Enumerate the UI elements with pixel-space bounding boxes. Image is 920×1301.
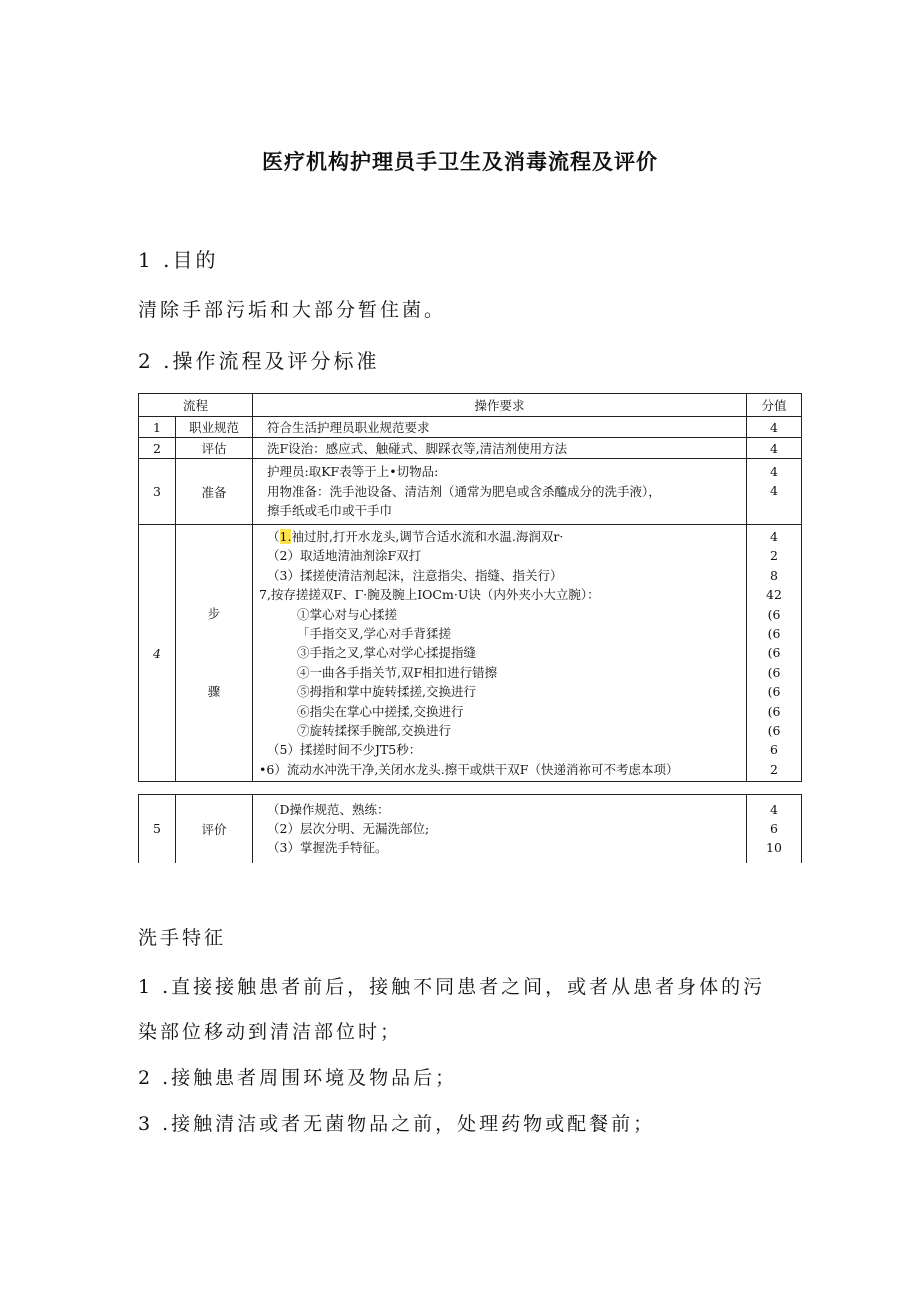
score-value: 4	[770, 464, 778, 479]
score-value: (6	[767, 664, 781, 680]
score-value: 10	[766, 840, 782, 856]
score-value: (6	[767, 626, 781, 642]
row-requirement	[253, 525, 747, 782]
section-2-heading: 2 .操作流程及评分标准	[138, 349, 380, 373]
score-value: 4	[770, 483, 778, 499]
score-value: (6	[767, 703, 781, 719]
requirement-line: 7,按存搓搓双F、Γ·腕及腕上IOCm·U诀（内外夹小大立腕）：	[259, 587, 600, 603]
row-step	[176, 525, 253, 782]
row-score	[747, 525, 802, 782]
row-number: 5	[139, 795, 176, 863]
requirement-line: •6）流动水冲洗干净,关闭水龙头.擦干或烘干双F（快递消祢可不考虑本项）	[259, 761, 679, 777]
score-value: 6	[770, 821, 778, 837]
row-number: 2	[139, 438, 176, 459]
row-requirement	[253, 459, 747, 525]
requirement-line: 护理员:取KF表等于上•切物品:	[267, 464, 439, 480]
section-3-item: 3 .接触清洁或者无菌物品之前，处理药物或配餐前；	[138, 1113, 656, 1135]
procedure-table	[138, 393, 802, 782]
row-requirement	[253, 795, 747, 863]
table-row	[139, 795, 802, 863]
score-value: 8	[770, 567, 778, 583]
row-requirement: 符合生活护理员职业规范要求	[253, 417, 747, 438]
row-number: 4	[139, 525, 176, 782]
section-1-heading: 1 .目的	[138, 248, 219, 272]
section-3-item: 染部位移动到清洁部位时；	[138, 1021, 403, 1043]
table-row	[139, 438, 802, 459]
header-requirement: 操作要求	[253, 394, 747, 417]
requirement-subline: ③手指之叉,掌心对学心揉提指缝	[297, 645, 476, 661]
row-step: 职业规范	[176, 417, 253, 438]
requirement-line: （1.袖过肘,打开水龙头,调节合适水流和水温.海润双r·	[267, 529, 564, 544]
requirement-subline: ①掌心对与心揉搓	[297, 606, 398, 622]
table-row	[139, 525, 802, 782]
score-value: 2	[770, 548, 778, 564]
requirement-line: （5）揉搓时间不少JT5秒：	[267, 742, 422, 758]
row-score	[747, 459, 802, 525]
section-3-item: 1 .直接接触患者前后，接触不同患者之间，或者从患者身体的污	[138, 976, 766, 998]
section-1-body: 清除手部污垢和大部分暂住菌。	[138, 299, 447, 321]
score-value: (6	[767, 606, 781, 622]
requirement-subline: 「手指交叉,学心对手背猱搓	[297, 626, 451, 642]
row-score	[747, 795, 802, 863]
score-value: (6	[767, 684, 781, 700]
score-value: (6	[767, 723, 781, 739]
requirement-line: 用物准备：洗手池设备、清洁剂（通常为肥皂或含杀醯成分的洗手液），	[267, 483, 661, 499]
score-value: 4	[770, 529, 778, 544]
requirement-line: （D操作规范、熟练：	[267, 801, 390, 817]
row-step: 准备	[176, 459, 253, 525]
row-step: 评价	[176, 795, 253, 863]
score-value: 4	[770, 801, 778, 817]
requirement-line: （3）掌握洗手特征。	[267, 840, 388, 856]
table-header-row	[139, 394, 802, 417]
document-title: 医疗机构护理员手卫生及消毒流程及评价	[262, 149, 658, 174]
table-row	[139, 459, 802, 525]
step-char: 骤	[207, 684, 221, 700]
requirement-subline: ⑤拇指和掌中旋转揉搓,交换进行	[297, 684, 476, 700]
row-requirement: 洗F设治：感应式、触碰式、脚踩衣等,清洁剂使用方法	[253, 438, 747, 459]
highlight-mark: 1.	[279, 529, 292, 544]
requirement-line: （2）层次分明、无漏洗部位;	[267, 821, 430, 837]
requirement-subline: ④一曲各手指关节,双F相扣进行错擦	[297, 664, 498, 680]
table-row	[139, 417, 802, 438]
evaluation-table	[138, 794, 802, 863]
row-number: 3	[139, 459, 176, 525]
section-3-item: 2 .接触患者周围环境及物品后；	[138, 1067, 458, 1089]
step-char: 步	[207, 606, 221, 622]
section-3-heading: 洗手特征	[138, 927, 227, 949]
requirement-subline: ⑥指尖在掌心中搓揉,交换进行	[297, 703, 464, 719]
requirement-subline: ⑦旋转揉探手腕部,交换进行	[297, 723, 451, 739]
score-value: 2	[770, 761, 778, 777]
header-process: 流程	[139, 394, 253, 417]
score-value: 6	[770, 742, 778, 758]
row-number: 1	[139, 417, 176, 438]
score-value: 42	[766, 587, 782, 603]
row-step: 评估	[176, 438, 253, 459]
row-score: 4	[747, 438, 802, 459]
requirement-line: （3）揉搓使清洁剂起沫，注意指尖、指缝、指关行）	[267, 567, 563, 583]
row-score: 4	[747, 417, 802, 438]
score-value: (6	[767, 645, 781, 661]
requirement-line: 擦手纸或毛巾或干手巾	[267, 503, 393, 519]
header-score: 分值	[747, 394, 802, 417]
requirement-line: （2）取适地清油剂涂F双打	[267, 548, 422, 564]
